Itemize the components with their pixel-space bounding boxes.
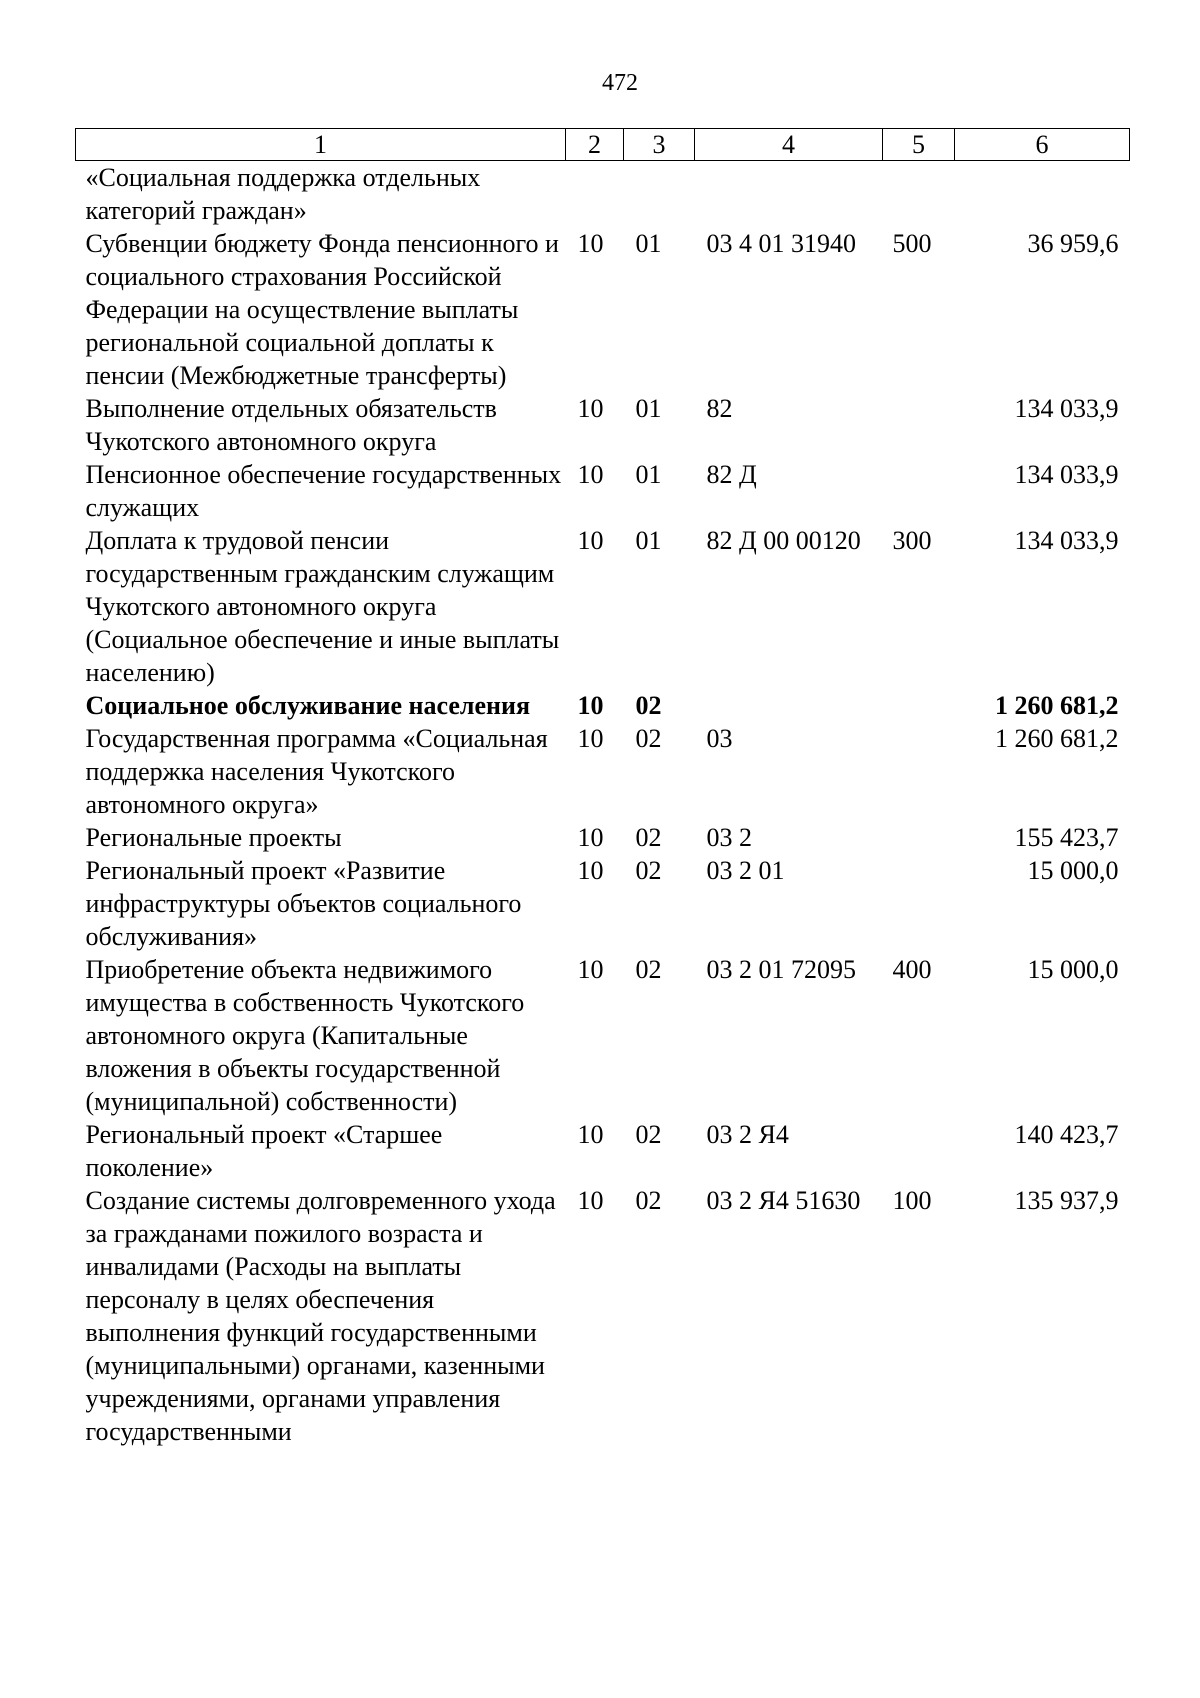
row-subsection: 02	[635, 691, 662, 720]
row-amount: 1 260 681,2	[995, 691, 1119, 720]
row-target-article: 82 Д 00 00120	[706, 526, 861, 555]
row-section: 10	[577, 724, 604, 753]
row-amount: 134 033,9	[1014, 394, 1119, 423]
row-expense-type: 400	[892, 955, 932, 984]
row-name: Региональные проекты	[85, 823, 342, 852]
header-col-4: 4	[695, 129, 883, 161]
row-subsection: 01	[635, 526, 662, 555]
row-subsection: 01	[635, 460, 662, 489]
row-section: 10	[577, 823, 604, 852]
row-section: 10	[577, 955, 604, 984]
row-subsection: 02	[635, 724, 662, 753]
row-expense-type	[883, 161, 955, 228]
row-name: Субвенции бюджету Фонда пенсионного и социального страхования Российской Федерации на осуществление выплаты региональной социальной доплаты к пенсии (Межбюджетные трансферты)	[85, 229, 559, 390]
row-subsection: 02	[635, 823, 662, 852]
row-expense-type	[883, 689, 955, 722]
table-row	[76, 524, 1130, 689]
row-subsection: 01	[635, 229, 662, 258]
row-subsection: 02	[635, 1120, 662, 1149]
row-section	[566, 161, 624, 228]
row-amount	[955, 161, 1130, 228]
header-col-2: 2	[566, 129, 624, 161]
row-section: 10	[577, 1186, 604, 1215]
row-target-article: 03 4 01 31940	[706, 229, 856, 258]
row-name: Региональный проект «Старшее поколение»	[85, 1120, 443, 1182]
row-amount: 36 959,6	[1027, 229, 1119, 258]
table-row	[76, 689, 1130, 722]
row-section: 10	[577, 691, 604, 720]
row-amount: 155 423,7	[1014, 823, 1119, 852]
row-amount: 15 000,0	[1027, 955, 1119, 984]
row-amount: 134 033,9	[1014, 460, 1119, 489]
row-name: Региональный проект «Развитие инфраструктуры объектов социального обслуживания»	[85, 856, 522, 951]
header-col-5: 5	[883, 129, 955, 161]
row-target-article: 03 2 Я4	[706, 1120, 789, 1149]
header-row	[76, 129, 1130, 161]
table-row	[76, 458, 1130, 524]
row-target-article	[695, 161, 883, 228]
row-name: Государственная программа «Социальная поддержка населения Чукотского автономного округа»	[85, 724, 548, 819]
row-name: Выполнение отдельных обязательств Чукотского автономного округа	[85, 394, 497, 456]
header-col-3: 3	[624, 129, 695, 161]
row-amount: 1 260 681,2	[995, 724, 1119, 753]
table-body	[76, 161, 1130, 1449]
row-target-article: 03	[706, 724, 733, 753]
header-col-1: 1	[76, 129, 566, 161]
row-section: 10	[577, 460, 604, 489]
row-section: 10	[577, 1120, 604, 1149]
row-subsection: 01	[635, 394, 662, 423]
row-expense-type	[883, 854, 955, 953]
row-section: 10	[577, 526, 604, 555]
row-expense-type	[883, 821, 955, 854]
row-target-article: 82	[706, 394, 733, 423]
row-amount: 140 423,7	[1014, 1120, 1119, 1149]
header-col-6: 6	[955, 129, 1130, 161]
table-row	[76, 227, 1130, 392]
row-name: Приобретение объекта недвижимого имущества в собственность Чукотского автономного округа (Капитальные вложения в объекты государственной (муниципальной) собственности)	[85, 955, 525, 1116]
table-row	[76, 161, 1130, 228]
row-subsection	[624, 161, 695, 228]
row-expense-type: 300	[892, 526, 932, 555]
row-expense-type	[883, 458, 955, 524]
table-row	[76, 1118, 1130, 1184]
row-name: «Социальная поддержка отдельных категорий граждан»	[85, 163, 481, 225]
row-target-article: 03 2 01 72095	[706, 955, 856, 984]
table-row	[76, 722, 1130, 821]
row-name: Пенсионное обеспечение государственных служащих	[85, 460, 562, 522]
table-header	[76, 129, 1130, 161]
row-target-article: 03 2 01	[706, 856, 785, 885]
row-name: Создание системы долговременного ухода за гражданами пожилого возраста и инвалидами (Расходы на выплаты персоналу в целях обеспечения выполнения функций государственными (муниципальными) органами, казенными учреждениями, органами управления государственными	[85, 1186, 556, 1446]
row-expense-type	[883, 722, 955, 821]
row-amount: 134 033,9	[1014, 526, 1119, 555]
row-section: 10	[577, 856, 604, 885]
table-row	[76, 1184, 1130, 1448]
row-section: 10	[577, 229, 604, 258]
row-amount: 15 000,0	[1027, 856, 1119, 885]
row-subsection: 02	[635, 856, 662, 885]
table-row	[76, 854, 1130, 953]
row-expense-type	[883, 1118, 955, 1184]
page-number: 472	[602, 70, 638, 96]
row-target-article: 03 2	[706, 823, 752, 852]
row-target-article: 03 2 Я4 51630	[706, 1186, 861, 1215]
row-name: Социальное обслуживание населения	[85, 691, 531, 720]
row-expense-type: 100	[892, 1186, 932, 1215]
row-expense-type	[883, 392, 955, 458]
row-subsection: 02	[635, 955, 662, 984]
row-amount: 135 937,9	[1014, 1186, 1119, 1215]
table-row	[76, 953, 1130, 1118]
row-subsection: 02	[635, 1186, 662, 1215]
row-target-article: 82 Д	[706, 460, 757, 489]
row-name: Доплата к трудовой пенсии государственным гражданским служащим Чукотского автономного округа (Социальное обеспечение и иные выплаты населению)	[85, 526, 560, 687]
row-expense-type: 500	[892, 229, 932, 258]
table-row	[76, 821, 1130, 854]
budget-table	[75, 128, 1130, 1448]
row-section: 10	[577, 394, 604, 423]
table-row	[76, 392, 1130, 458]
row-target-article	[695, 689, 883, 722]
